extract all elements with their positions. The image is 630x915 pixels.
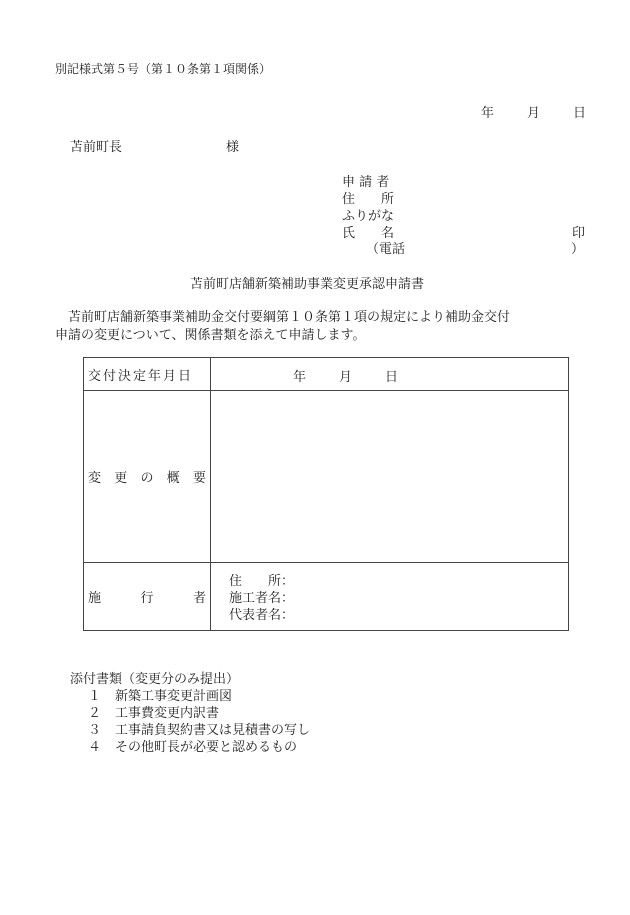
decision-date-day: 日 [385,370,399,385]
attachment-text: 工事費変更内訳書 [115,706,220,721]
applicant-name-label: 氏 名 [342,226,395,241]
applicant-address-label: 住 所 [342,192,395,207]
attachment-number: ３ [88,723,102,738]
attachment-text: その他町長が必要と認めるもの [115,740,298,755]
document-title: 苫前町店舗新築補助事業変更承認申請書 [190,277,425,292]
addressee-honorific: 様 [226,140,240,155]
attachment-number: １ [88,689,102,704]
date-month-label: 月 [527,106,541,121]
attachment-number: ４ [88,740,102,755]
contractor-label-char: 行 [140,591,154,606]
change-summary-label-char: 概 [166,471,180,486]
decision-date-year: 年 [293,370,307,385]
addressee-name: 苫前町長 [70,140,123,155]
contractor-company-label: 施工者名： [229,591,295,606]
decision-date-label-cell [84,358,211,391]
change-summary-label-cell [84,391,211,563]
attachments-heading: 添付書類（変更分のみ提出） [70,672,240,687]
change-summary-label-char: の [140,471,154,486]
change-summary-label-char: 更 [114,471,128,486]
decision-date-label: 交付決定年月日 [88,368,194,384]
contractor-value-cell[interactable] [211,563,569,631]
table-row-summary [84,391,569,563]
seal-mark: 印 [572,226,586,241]
attachment-item-4 [88,736,297,755]
attachment-text: 新築工事変更計画図 [115,689,233,704]
contractor-representative-label: 代表者名： [229,608,295,623]
decision-date-value-cell [211,358,569,391]
date-year-label: 年 [481,106,495,121]
body-text-line-1: 苫前町店舗新築事業補助金交付要綱第１０条第１項の規定により補助金交付 [55,310,511,325]
attachment-number: ２ [88,706,102,721]
decision-date-month: 月 [339,370,353,385]
phone-close: ） [571,242,585,257]
date-day-label: 日 [573,106,587,121]
change-summary-value-cell[interactable] [211,391,569,563]
table-row-date [84,358,569,391]
contractor-label-char: 者 [192,591,206,606]
applicant-label: 申 請 者 [342,175,390,190]
body-text-line-2: 申請の変更について、関係書類を添えて申請します。 [55,328,366,343]
attachment-text: 工事請負契約書又は見積書の写し [115,723,311,738]
table-row-contractor [84,563,569,631]
change-summary-label-char: 変 [88,471,102,486]
contractor-address-label: 住 所： [229,574,295,589]
application-table [83,357,569,631]
form-reference: 別記様式第５号（第１０条第１項関係） [55,62,272,76]
contractor-label-char: 施 [88,591,102,606]
contractor-label-cell [84,563,211,631]
phone-label: （電話 [366,242,406,257]
applicant-furigana-label: ふりがな [342,209,395,224]
change-summary-label-char: 要 [192,471,206,486]
